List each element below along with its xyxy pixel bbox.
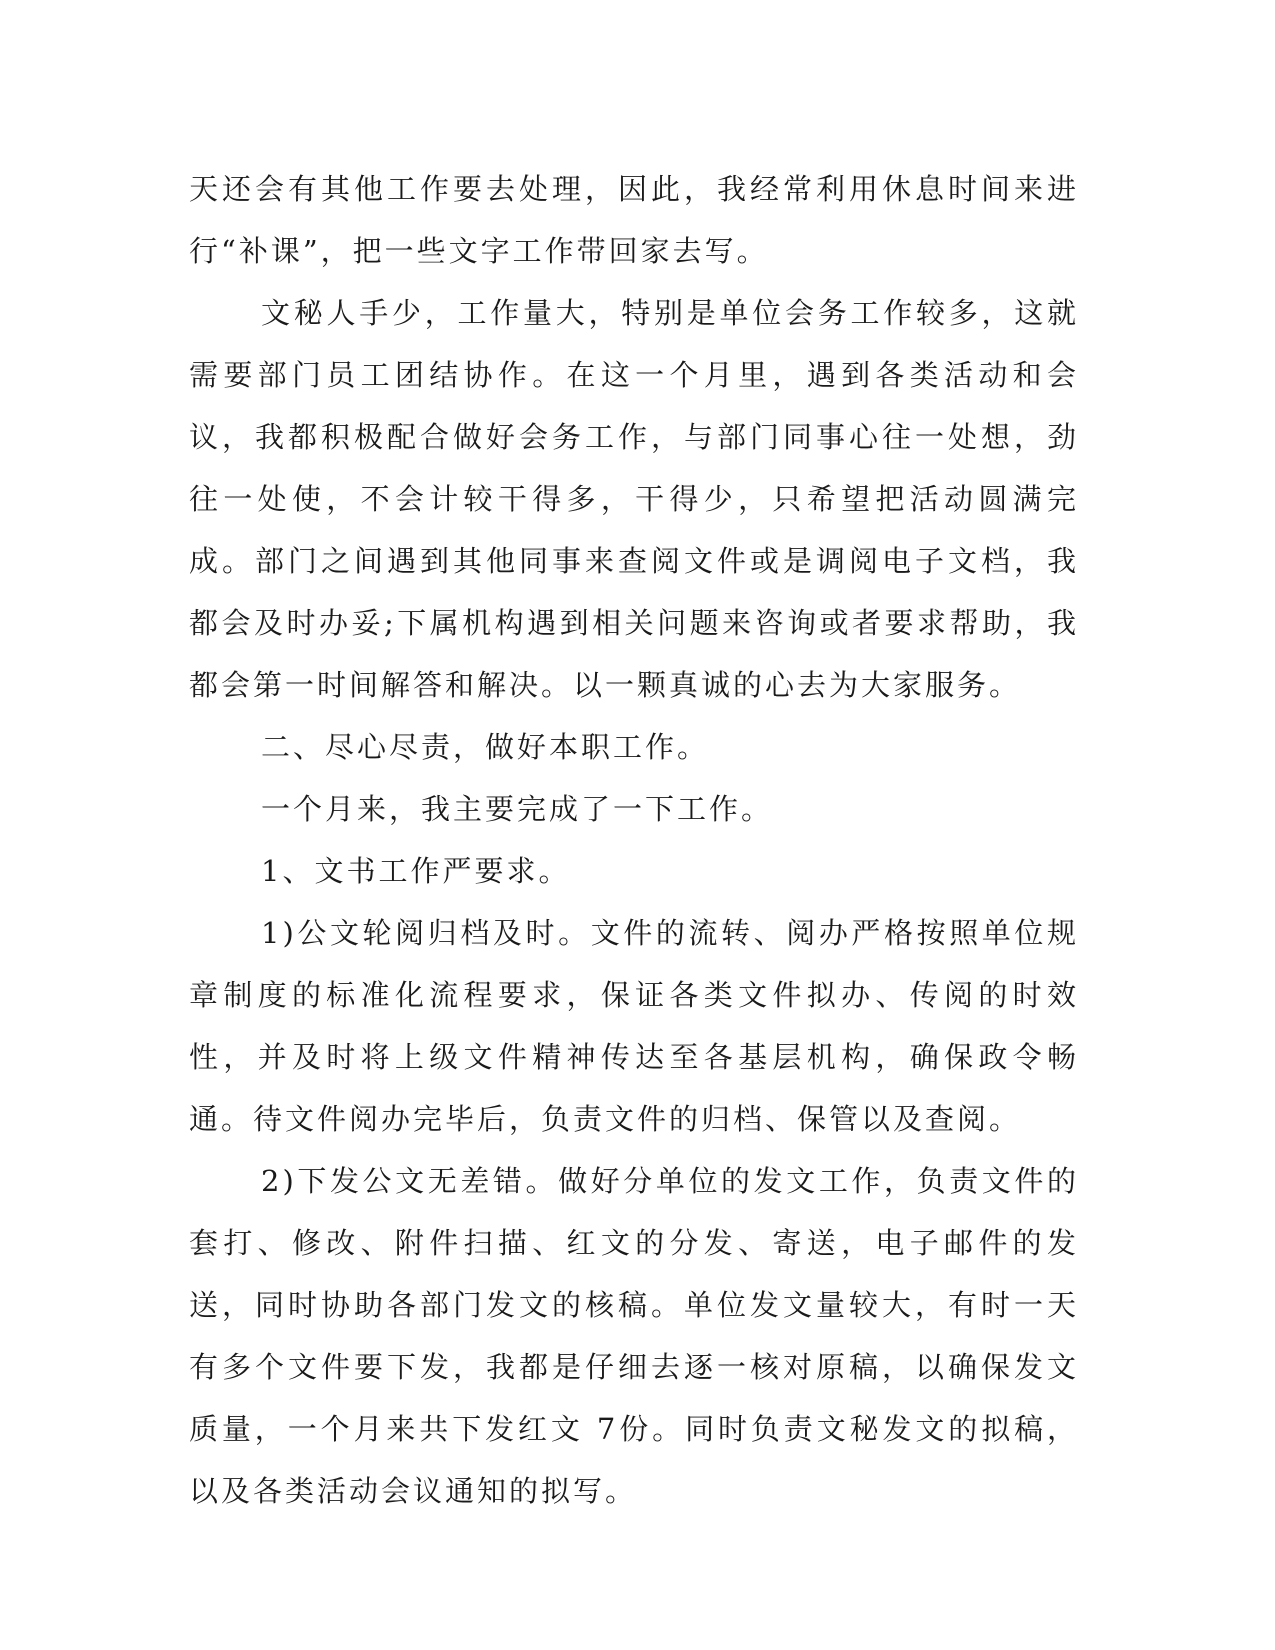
- paragraph-document-issuing: 2)下发公文无差错。做好分单位的发文工作，负责文件的套打、修改、附件扫描、红文的分发、寄送，电子邮件的发送，同时协助各部门发文的核稿。单位发文量较大，有时一天有多个文件要下发，我都是仔细去逐一核对原稿，以确保发文质量，一个月来共下发红文 7份。同时负责文秘发文的拟稿，以及各类活动会议通知的拟写。: [189, 1164, 1079, 1508]
- document-body: [189, 158, 1079, 1522]
- paragraph-continuation: 天还会有其他工作要去处理，因此，我经常利用休息时间来进行“补课”，把一些文字工作带回家去写。: [189, 172, 1079, 268]
- section-heading-duties: 二、尽心尽责，做好本职工作。: [261, 730, 710, 764]
- paragraph-teamwork: 文秘人手少，工作量大，特别是单位会务工作较多，这就需要部门员工团结协作。在这一个月里，遇到各类活动和会议，我都积极配合做好会务工作，与部门同事心往一处想，劲往一处使，不会计较干得多，干得少，只希望把活动圆满完成。部门之间遇到其他同事来查阅文件或是调阅电子文档，我都会及时办妥;下属机构遇到相关问题来咨询或者要求帮助，我都会第一时间解答和解决。以一颗真诚的心去为大家服务。: [189, 296, 1079, 702]
- paragraph-document-archiving: 1)公文轮阅归档及时。文件的流转、阅办严格按照单位规章制度的标准化流程要求，保证各类文件拟办、传阅的时效性，并及时将上级文件精神传达至各基层机构，确保政令畅通。待文件阅办完毕后，负责文件的归档、保管以及查阅。: [189, 916, 1079, 1136]
- subheading-clerical-work: 1、文书工作严要求。: [261, 854, 571, 888]
- paragraph-month-summary: 一个月来，我主要完成了一下工作。: [261, 792, 774, 826]
